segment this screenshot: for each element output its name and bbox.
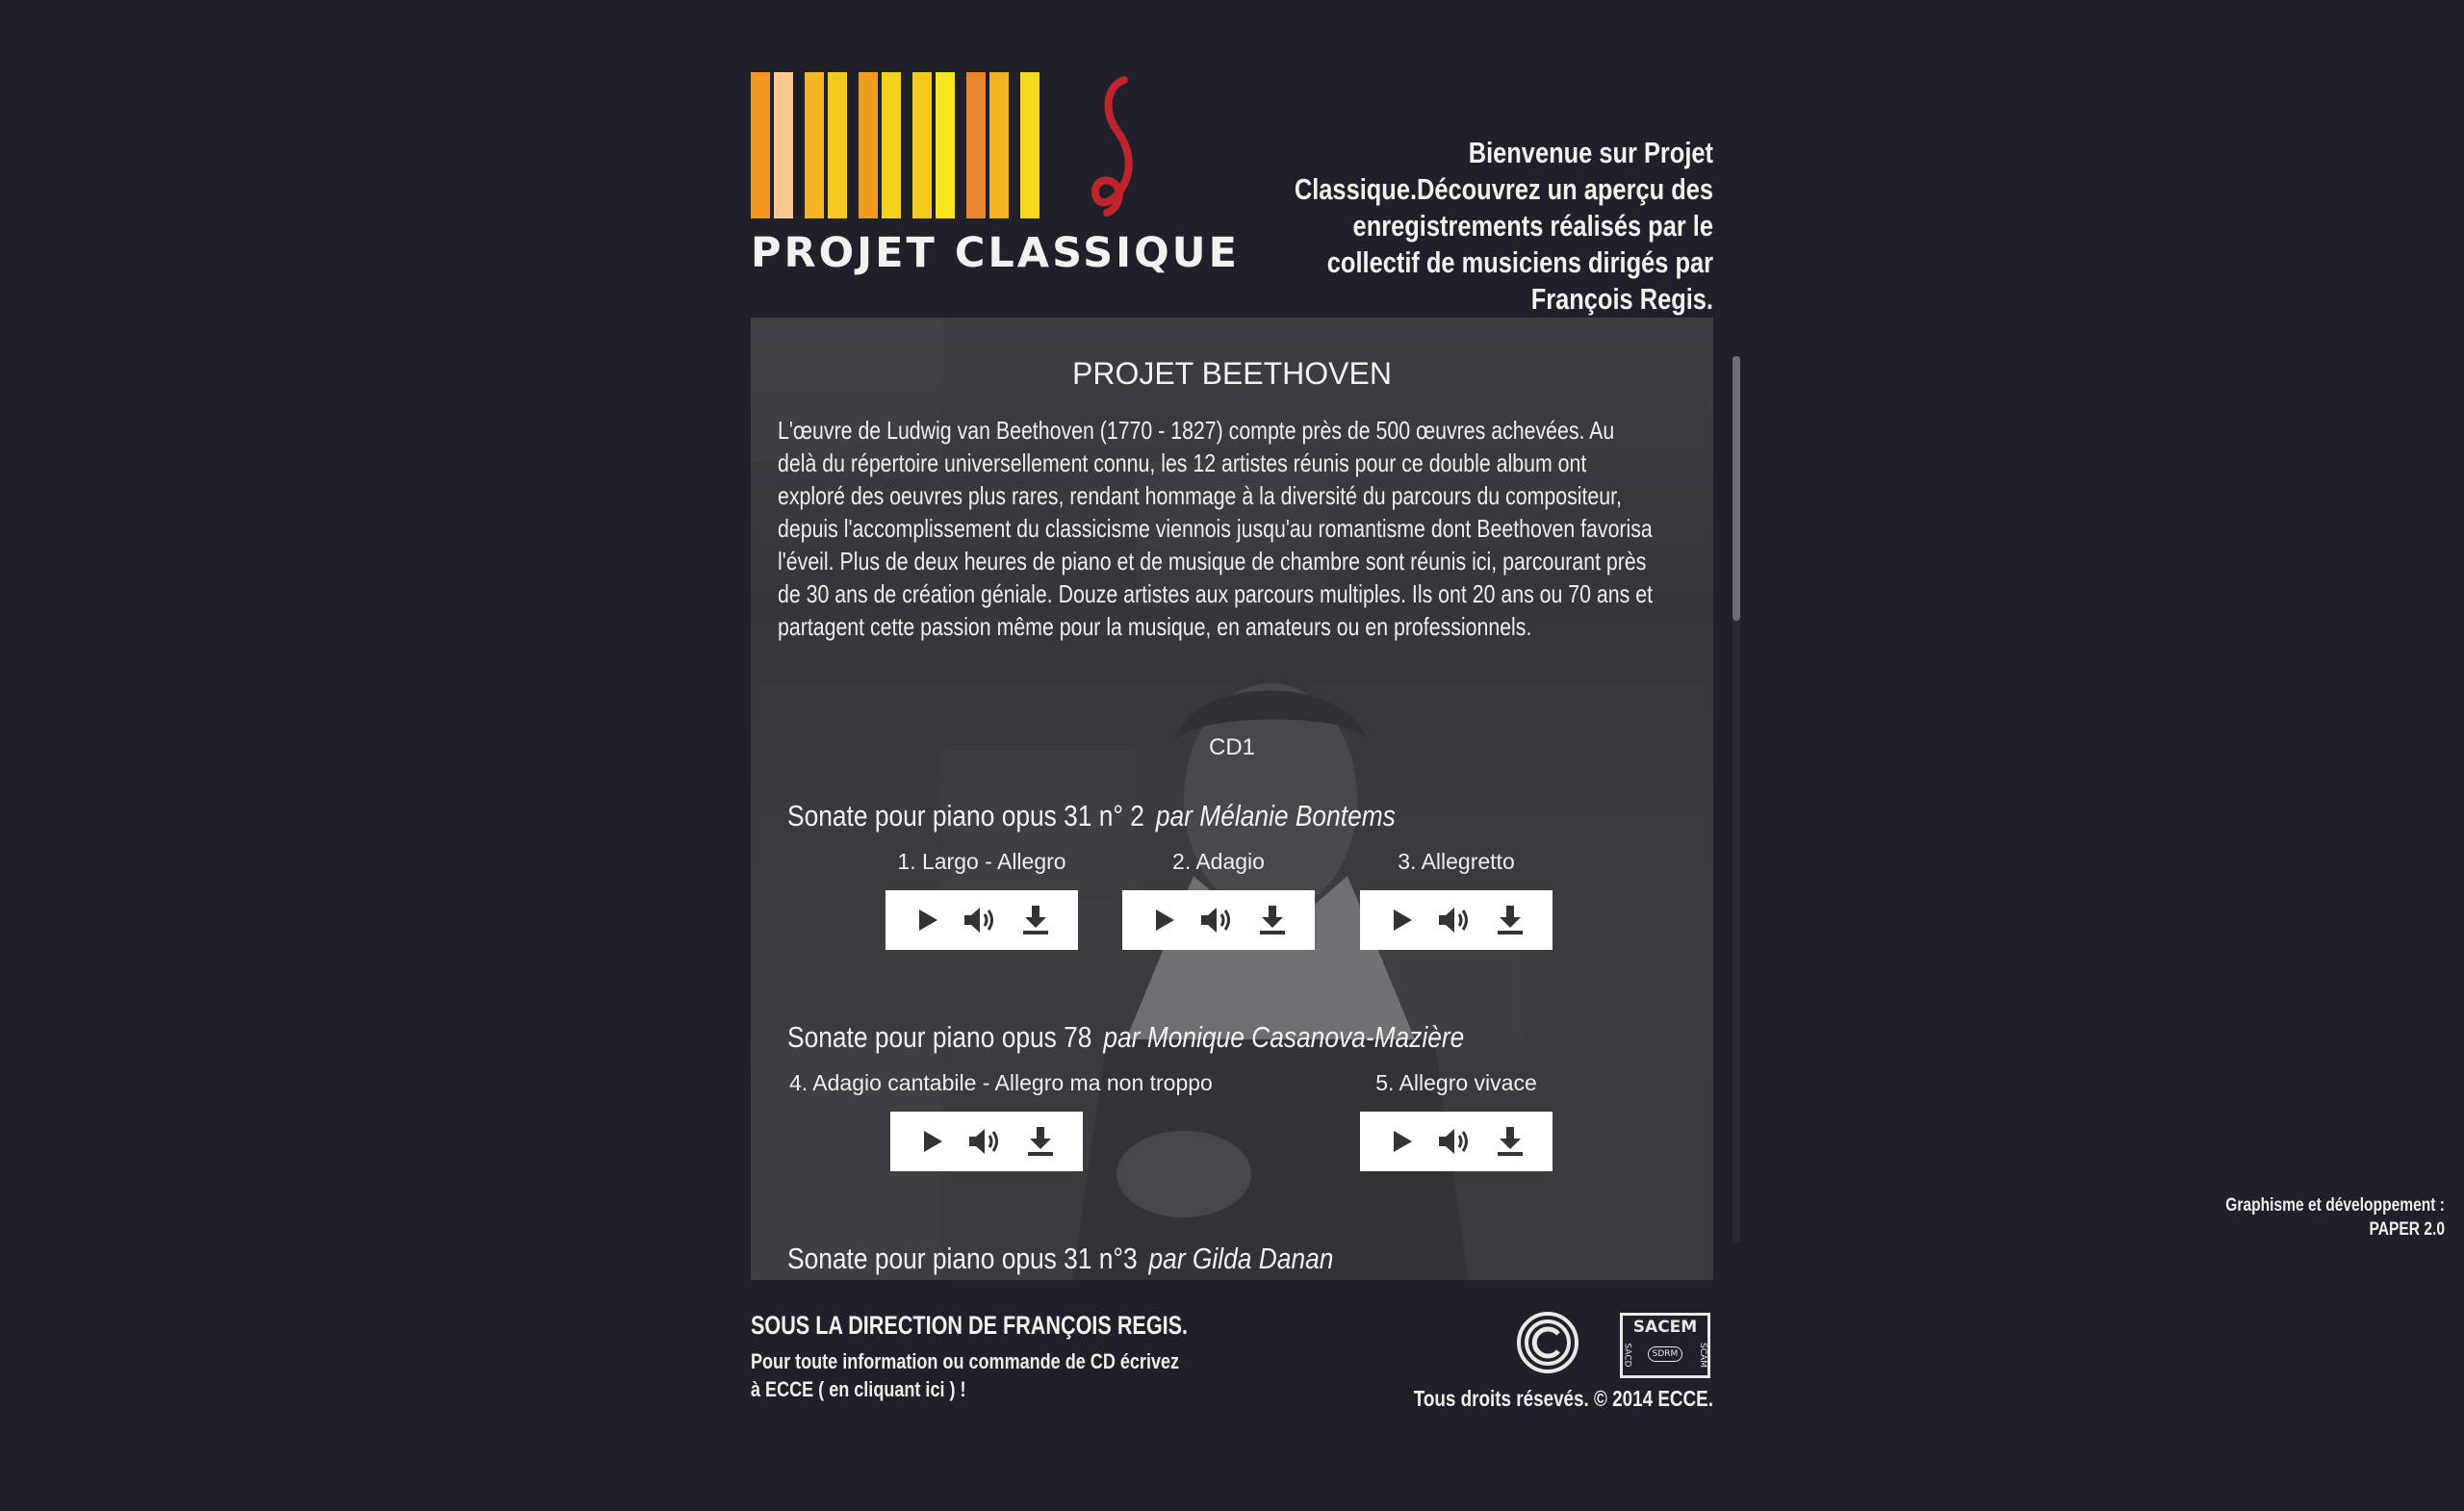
project-title: PROJET BEETHOVEN <box>1072 356 1392 391</box>
logo-bar <box>936 72 955 218</box>
download-icon[interactable] <box>1025 1125 1056 1158</box>
logo-bar <box>751 72 770 218</box>
sonata-heading <box>787 1242 1333 1276</box>
logo-bar <box>966 72 986 218</box>
volume-icon[interactable] <box>1436 1125 1475 1158</box>
download-icon[interactable] <box>1495 1125 1526 1158</box>
design-credit-label: Graphisme et développement : <box>2225 1195 2445 1216</box>
download-icon[interactable] <box>1495 904 1526 936</box>
brand-name: PROJET CLASSIQUE <box>751 229 1240 277</box>
panel-scrollbar[interactable] <box>1732 356 1740 1242</box>
download-icon[interactable] <box>1020 904 1051 936</box>
play-icon[interactable] <box>912 906 941 935</box>
play-icon[interactable] <box>1387 1127 1416 1156</box>
sonata-title: Sonate pour piano opus 31 n° 2 <box>787 799 1144 832</box>
sonata-title: Sonate pour piano opus 31 n°3 <box>787 1242 1138 1275</box>
logo-bar <box>882 72 901 218</box>
sacem-logo-left: SACD <box>1622 1343 1632 1368</box>
logo-bar <box>1020 72 1040 218</box>
track-label: 2. Adagio <box>1172 849 1265 874</box>
sacem-logo <box>1620 1313 1710 1378</box>
volume-icon[interactable] <box>1198 904 1237 936</box>
sonata-performer: par Gilda Danan <box>1148 1242 1334 1275</box>
play-icon[interactable] <box>1149 906 1178 935</box>
copyright-logo <box>1516 1311 1579 1374</box>
design-credit[interactable] <box>2176 1193 2445 1242</box>
project-intro: L'œuvre de Ludwig van Beethoven (1770 - 1827) compte près de 500 œuvres achevées. Au delà du répertoire universellement connu, les 12 artistes réunis pour ce double album ont exploré des oeuvres plus rares, rendant hommage à la diversité du parcours du compositeur, depuis l'accomplissement du classicisme viennois jusqu'au romantisme dont Beethoven favorisa l'éveil. Plus de deux heures de piano et de musique de chambre sont réunis ici, parcourant près de 30 ans de création géniale. Douze artistes aux parcours multiples. Ils ont 20 ans ou 70 ans et partagent cette passion même pour la musique, en amateurs ou en professionnels. <box>778 416 1654 641</box>
design-credit-name: PAPER 2.0 <box>2369 1219 2445 1240</box>
copyright-notice: Tous droits résevés. © 2014 ECCE. <box>1413 1386 1713 1411</box>
beethoven-portrait <box>1068 635 1473 1280</box>
treble-clef-icon <box>1078 72 1145 221</box>
cd-label: CD1 <box>1208 734 1255 760</box>
sonata-title: Sonate pour piano opus 78 <box>787 1020 1092 1054</box>
audio-player <box>1360 1112 1553 1171</box>
welcome-tagline: Bienvenue sur Projet Classique.Découvrez un aperçu des enregistrements réalisés par le collectif de musiciens dirigés par François Regis. <box>1294 136 1713 316</box>
brand-logo[interactable] <box>751 72 1240 279</box>
audio-player <box>1360 890 1553 950</box>
sacem-logo-bottom: SDRM <box>1648 1346 1682 1362</box>
director-credit: SOUS LA DIRECTION DE FRANÇOIS REGIS. <box>751 1311 1189 1340</box>
track-label: 1. Largo - Allegro <box>897 849 1066 874</box>
logo-bar <box>805 72 824 218</box>
download-icon[interactable] <box>1257 904 1288 936</box>
sonata-performer: par Mélanie Bontems <box>1155 799 1396 832</box>
logo-bar <box>912 72 932 218</box>
logo-bar <box>774 72 793 218</box>
volume-icon[interactable] <box>1436 904 1475 936</box>
sonata-heading <box>787 1020 1464 1055</box>
audio-player <box>890 1112 1083 1171</box>
track-label: 5. Allegro vivace <box>1375 1070 1537 1095</box>
track-label: 3. Allegretto <box>1398 849 1515 874</box>
sonata-heading <box>787 799 1396 833</box>
sacem-logo-right: SCAM <box>1698 1343 1708 1368</box>
volume-icon[interactable] <box>966 1125 1005 1158</box>
play-icon[interactable] <box>1387 906 1416 935</box>
track-label: 4. Adagio cantabile - Allegro ma non troppo <box>789 1070 1213 1095</box>
logo-bar <box>989 72 1009 218</box>
contact-link[interactable]: Pour toute information ou commande de CD écrivez à ECCE ( en cliquant ici ) ! <box>751 1349 1180 1401</box>
play-icon[interactable] <box>917 1127 946 1156</box>
sacem-logo-title: SACEM <box>1632 1318 1698 1337</box>
logo-bar <box>859 72 878 218</box>
audio-player <box>886 890 1078 950</box>
audio-player <box>1122 890 1315 950</box>
logo-bar <box>828 72 847 218</box>
content-panel <box>751 318 1713 1280</box>
volume-icon[interactable] <box>962 904 1000 936</box>
sonata-performer: par Monique Casanova-Mazière <box>1103 1020 1465 1054</box>
scroll-thumb[interactable] <box>1732 356 1740 621</box>
